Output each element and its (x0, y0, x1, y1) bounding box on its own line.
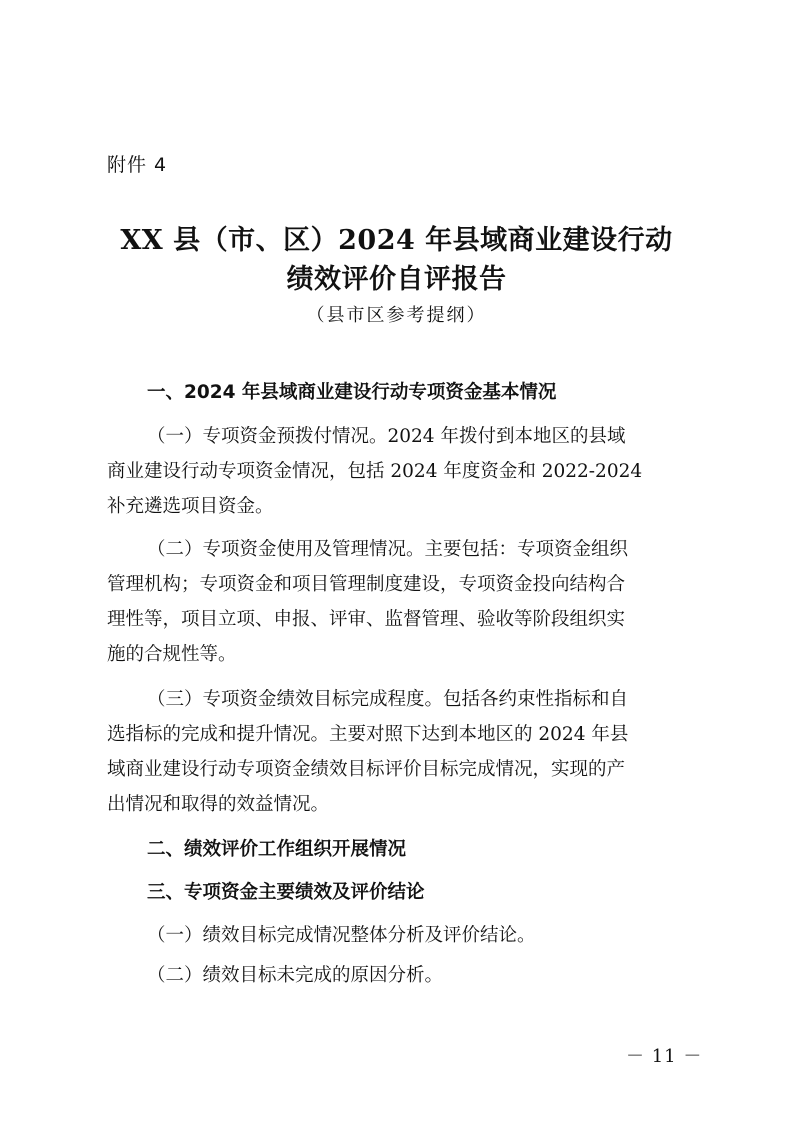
section-1-heading: 一、2024 年县域商业建设行动专项资金基本情况 (147, 382, 557, 403)
section-1-para-1-line-1: （一）专项资金预拨付情况。2024 年拨付到本地区的县域 (147, 426, 626, 447)
section-1-para-2-line-3: 理性等，项目立项、申报、评审、监督管理、验收等阶段组织实 (107, 609, 626, 630)
section-1-para-2-line-2: 管理机构；专项资金和项目管理制度建设，专项资金投向结构合 (107, 574, 626, 595)
attachment-label: 附件 4 (107, 154, 168, 176)
section-1-para-1-line-3: 补充遴选项目资金。 (107, 496, 274, 517)
document-title-line-1: XX 县（市、区）2024 年县域商业建设行动 (120, 225, 673, 256)
section-2-heading: 二、绩效评价工作组织开展情况 (147, 839, 407, 860)
section-3-para-2: （二）绩效目标未完成的原因分析。 (147, 965, 444, 986)
section-1-para-3-line-1: （三）专项资金绩效目标完成程度。包括各约束性指标和自 (147, 689, 629, 710)
document-title-line-2: 绩效评价自评报告 (286, 264, 507, 295)
section-1-para-2-line-4: 施的合规性等。 (107, 644, 237, 665)
section-1-para-3-line-4: 出情况和取得的效益情况。 (107, 794, 330, 815)
section-3-heading: 三、专项资金主要绩效及评价结论 (147, 882, 425, 903)
section-3-para-1: （一）绩效目标完成情况整体分析及评价结论。 (147, 925, 536, 946)
page-number: － 11 － (626, 1046, 703, 1067)
section-1-para-2-line-1: （二）专项资金使用及管理情况。主要包括：专项资金组织 (147, 539, 629, 560)
document-subtitle: （县市区参考提纲） (306, 305, 487, 326)
section-1-para-1-line-2: 商业建设行动专项资金情况，包括 2024 年度资金和 2022-2024 (107, 461, 643, 482)
section-1-para-3-line-3: 域商业建设行动专项资金绩效目标评价目标完成情况，实现的产 (107, 759, 626, 780)
section-1-para-3-line-2: 选指标的完成和提升情况。主要对照下达到本地区的 2024 年县 (107, 724, 629, 745)
